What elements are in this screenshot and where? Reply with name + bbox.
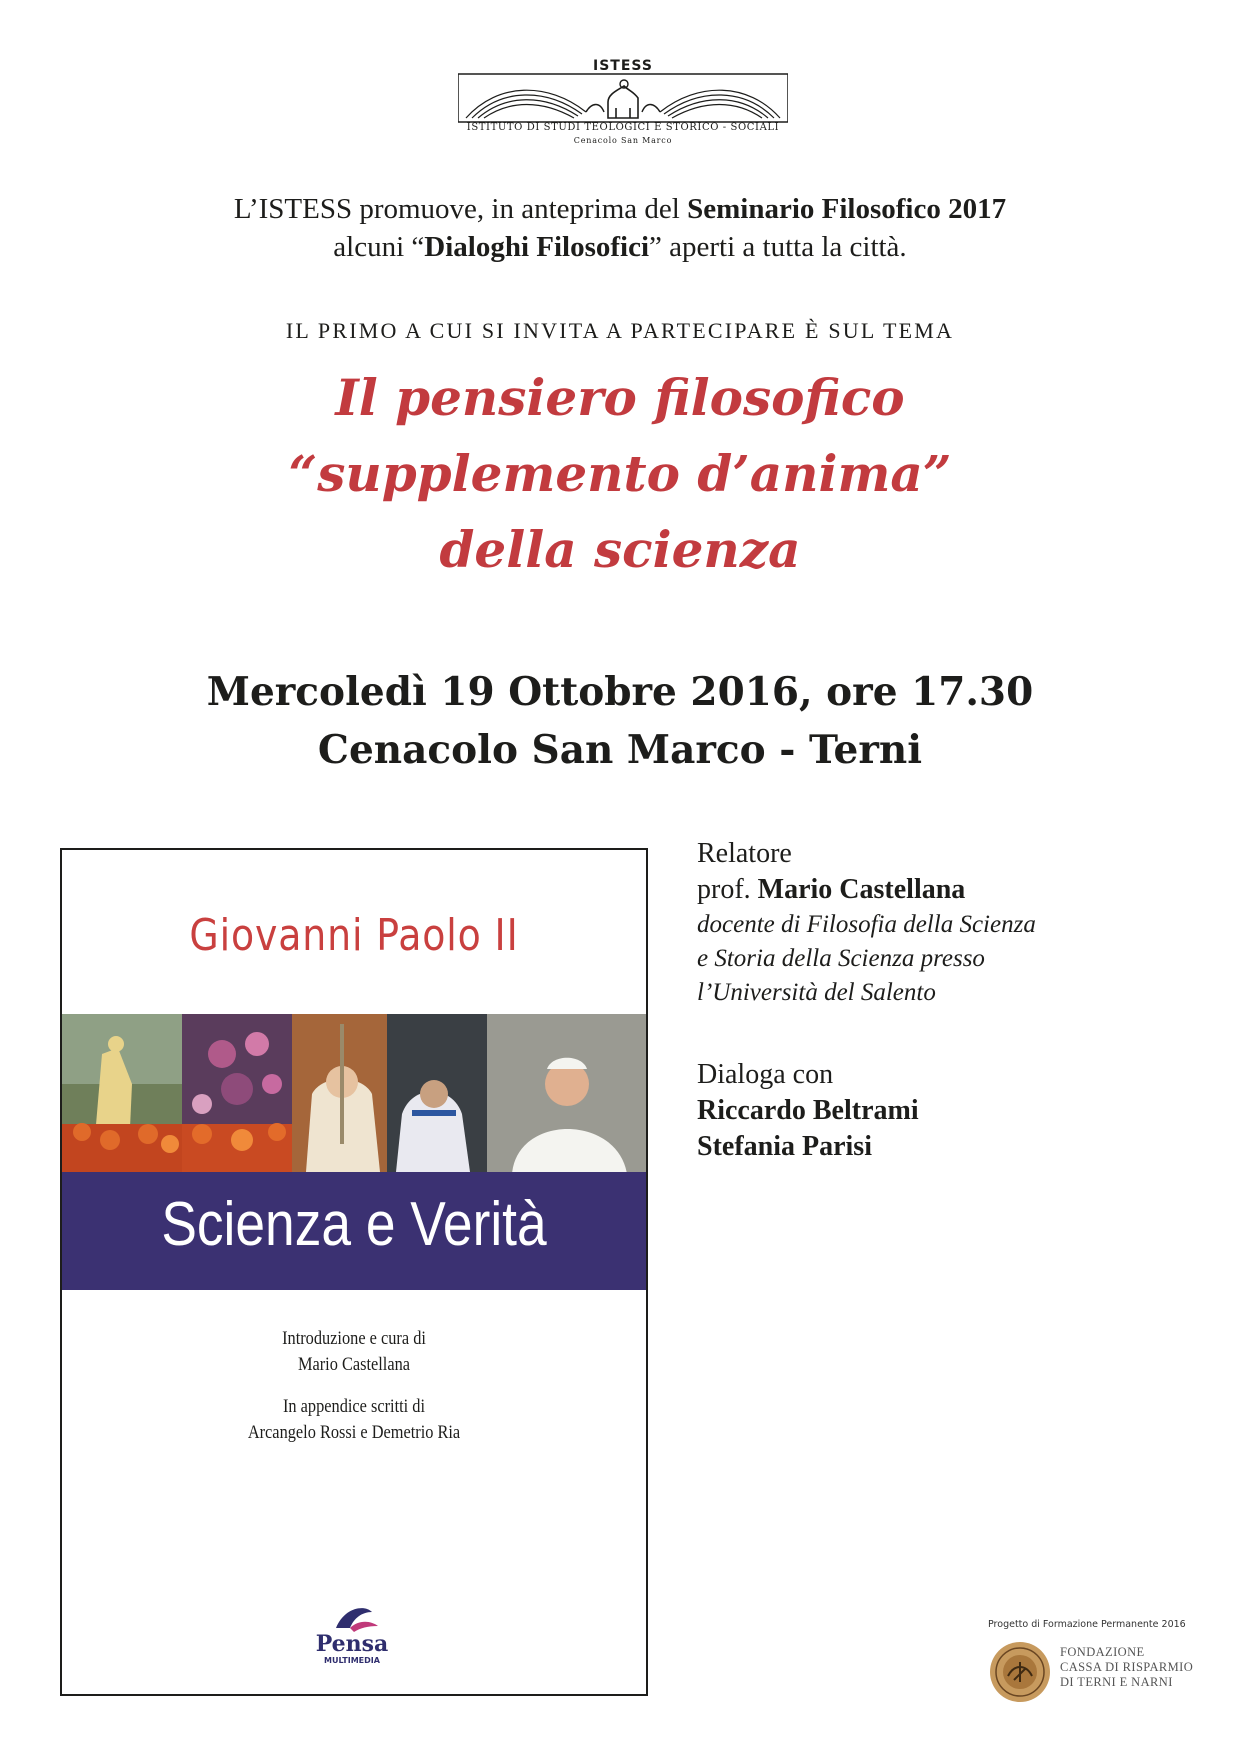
speaker-role: Relatore — [697, 838, 792, 869]
foundation-line-2: CASSA DI RISPARMIO — [1060, 1660, 1194, 1674]
istess-logo — [458, 58, 788, 150]
intro-text: ” aperti a tutta la città. — [649, 231, 907, 263]
foundation-line-1: FONDAZIONE — [1060, 1645, 1145, 1659]
book-photo-collage — [62, 1014, 646, 1172]
book-author: Giovanni Paolo II — [189, 910, 519, 961]
foundation-line-3: DI TERNI E NARNI — [1060, 1675, 1173, 1689]
speaker-desc-3: l’Università del Salento — [697, 979, 936, 1006]
book-credit-appendix: In appendice scritti di — [282, 1396, 426, 1417]
speaker-name: Mario Castellana — [757, 874, 966, 905]
foundation-name — [1060, 1645, 1230, 1690]
logo-subtitle: ISTITUTO DI STUDI TEOLOGICI E STORICO - SOCIALI — [466, 122, 780, 133]
logo-name: ISTESS — [593, 58, 653, 74]
book-credit-editor: Mario Castellana — [297, 1354, 411, 1375]
book-credit-intro: Introduzione e cura di — [282, 1328, 426, 1349]
speaker-desc-2: e Storia della Scienza presso — [697, 945, 985, 972]
dialogue-block — [697, 1057, 1217, 1165]
speaker-name-line — [697, 872, 1217, 908]
speaker-prefix: prof. — [697, 874, 758, 905]
speaker-block — [697, 836, 1217, 1010]
title-line-2: “supplemento d’anima” — [288, 444, 952, 503]
dialogue-name-1: Riccardo Beltrami — [697, 1095, 919, 1126]
title-line-3: della scienza — [439, 520, 801, 579]
speaker-desc-1: docente di Filosofia della Scienza — [697, 911, 1036, 938]
publisher-subtitle: MULTIMEDIA — [324, 1656, 380, 1665]
logo-place: Cenacolo San Marco — [573, 136, 673, 145]
intro-line-1 — [0, 192, 1240, 226]
intro-line-2 — [0, 230, 1240, 264]
dialogue-name-2: Stefania Parisi — [697, 1131, 872, 1162]
foundation-seal-icon — [988, 1640, 1052, 1704]
dialogue-role: Dialoga con — [697, 1059, 834, 1090]
event-venue: Cenacolo San Marco - Terni — [317, 727, 923, 773]
book-title: Scienza e Verità — [161, 1190, 547, 1259]
book-cover — [60, 848, 648, 1696]
theme-kicker: IL PRIMO A CUI SI INVITA A PARTECIPARE È SUL TEMA — [285, 318, 955, 343]
intro-text: L’ISTESS promuove, in anteprima del — [233, 193, 688, 225]
intro-text: alcuni “ — [333, 231, 425, 263]
publisher-name: Pensa — [315, 1631, 389, 1657]
intro-highlight: Seminario Filosofico 2017 — [687, 193, 1007, 225]
project-note: Progetto di Formazione Permanente 2016 — [988, 1619, 1186, 1630]
intro-highlight: Dialoghi Filosofici — [424, 231, 650, 263]
event-date: Mercoledì 19 Ottobre 2016, ore 17.30 — [206, 669, 1034, 715]
book-credit-authors: Arcangelo Rossi e Demetrio Ria — [247, 1422, 461, 1443]
title-line-1: Il pensiero filosofico — [335, 368, 905, 427]
logo-emblem-icon — [458, 72, 788, 124]
